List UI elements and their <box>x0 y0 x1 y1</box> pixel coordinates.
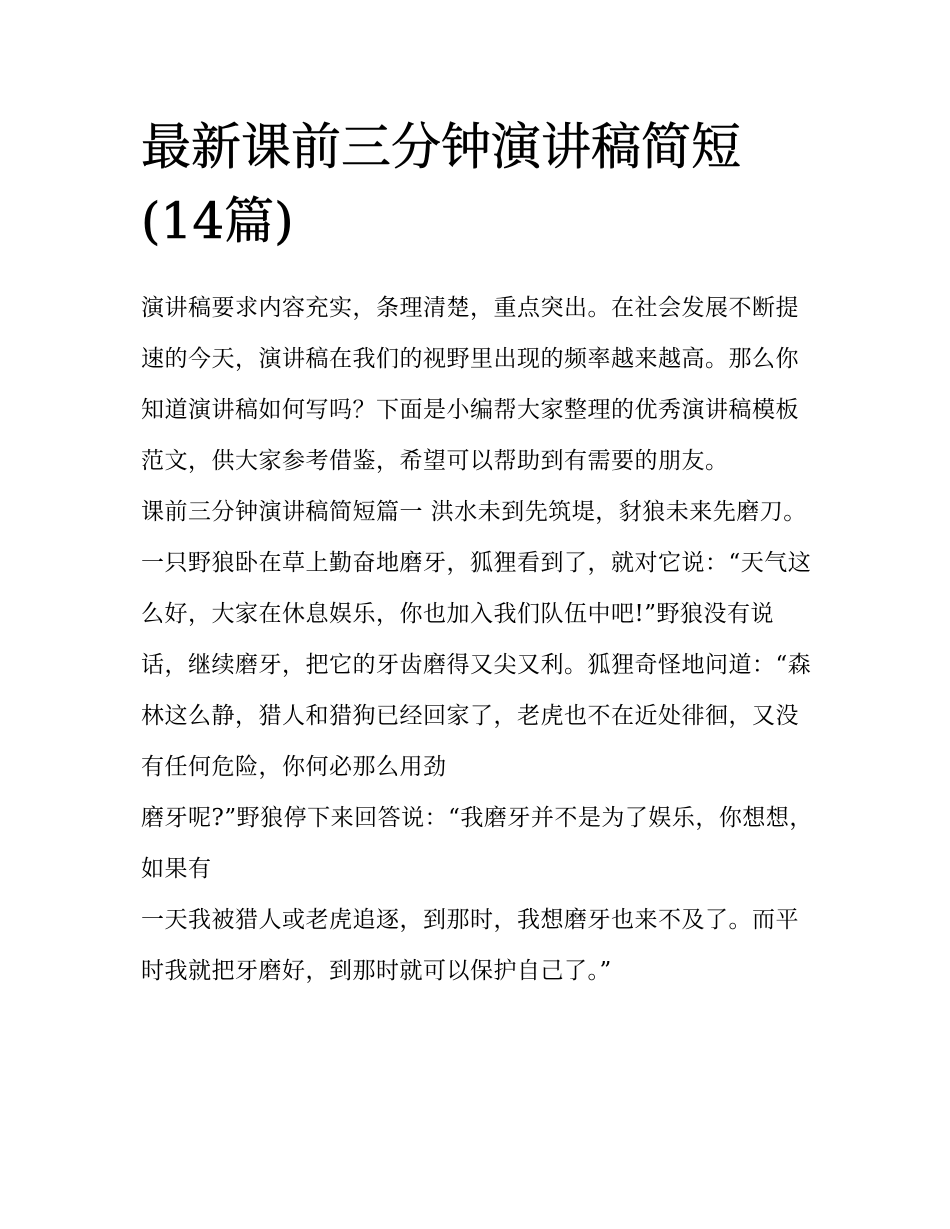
paragraph-story-3: 一天我被猎人或老虎追逐，到那时，我想磨牙也来不及了。而平时我就把牙磨好，到那时就可以保护自己了。” <box>141 907 799 984</box>
document-page <box>141 110 813 997</box>
paragraph-section-heading: 课前三分钟演讲稿简短篇一 洪水未到先筑堤，豺狼未来先磨刀。 <box>141 499 807 525</box>
document-title: 最新课前三分钟演讲稿简短(14篇) <box>141 118 741 250</box>
paragraph-story-2: 磨牙呢?”野狼停下来回答说：“我磨牙并不是为了娱乐，你想想，如果有 <box>141 805 813 882</box>
document-body <box>141 283 813 997</box>
paragraph-story-1: 一只野狼卧在草上勤奋地磨牙，狐狸看到了，就对它说：“天气这么好，大家在休息娱乐，你也加入我们队伍中吧!”野狼没有说话，继续磨牙，把它的牙齿磨得又尖又利。狐狸奇怪地问道：“森林这么静，猎人和猎狗已经回家了，老虎也不在近处徘徊，又没有任何危险，你何必那么用劲 <box>141 550 812 780</box>
paragraph-intro: 演讲稿要求内容充实，条理清楚，重点突出。在社会发展不断提速的今天，演讲稿在我们的视野里出现的频率越来越高。那么你知道演讲稿如何写吗？下面是小编帮大家整理的优秀演讲稿模板范文，供大家参考借鉴，希望可以帮助到有需要的朋友。 <box>141 295 799 474</box>
